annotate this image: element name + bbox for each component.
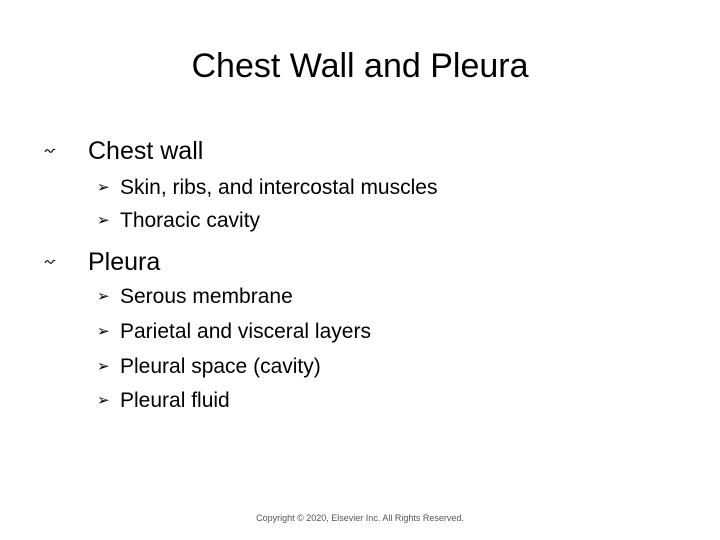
arrow-bullet-icon: ➢	[97, 179, 110, 196]
slide-title: Chest Wall and Pleura	[191, 47, 529, 85]
arrow-bullet-icon: ➢	[97, 392, 110, 409]
list-item-text: Pleural fluid	[120, 389, 230, 412]
list-item-text: Parietal and visceral layers	[120, 320, 371, 343]
list-item-text: Skin, ribs, and intercostal muscles	[120, 176, 438, 199]
list-item-text: Thoracic cavity	[120, 209, 261, 232]
list-item-text: Serous membrane	[120, 285, 293, 308]
list-item	[97, 353, 321, 381]
list-item	[97, 174, 437, 202]
wavy-bullet-icon	[44, 246, 88, 278]
wavy-bullet-glyph	[44, 258, 56, 266]
list-item	[97, 318, 371, 346]
bullet-pleura	[44, 246, 160, 278]
list-item-text: Pleural space (cavity)	[120, 355, 321, 378]
wavy-bullet-glyph	[44, 147, 56, 155]
list-item	[97, 387, 230, 415]
section-heading-chest-wall: Chest wall	[88, 137, 204, 165]
arrow-bullet-icon: ➢	[97, 288, 110, 305]
arrow-bullet-icon: ➢	[97, 358, 110, 375]
bullet-chest-wall	[44, 135, 203, 167]
copyright-footer: Copyright © 2020, Elsevier Inc. All Rights Reserved.	[256, 513, 464, 523]
list-item	[97, 207, 260, 235]
section-heading-pleura: Pleura	[88, 248, 161, 276]
arrow-bullet-icon: ➢	[97, 323, 110, 340]
list-item	[97, 283, 293, 311]
wavy-bullet-icon	[44, 135, 88, 167]
arrow-bullet-icon: ➢	[97, 212, 110, 229]
